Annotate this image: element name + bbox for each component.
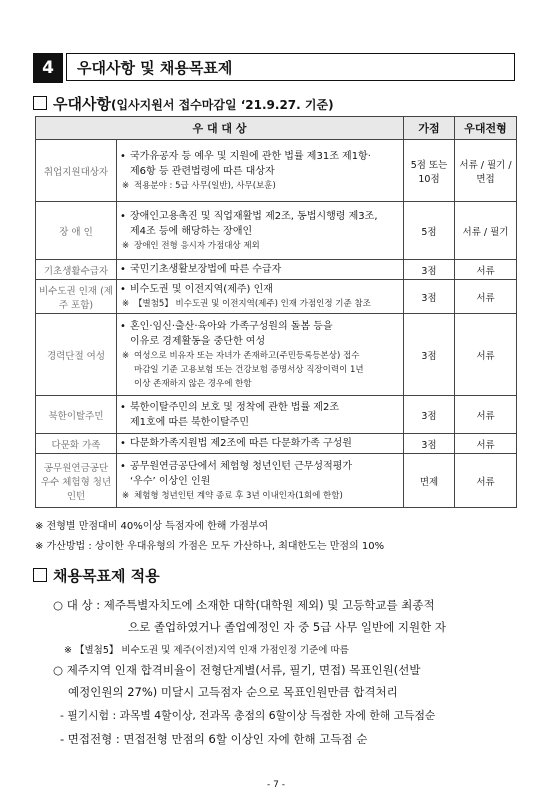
description-line	[120, 149, 400, 164]
description-line	[120, 319, 400, 334]
note-text: 이상 존재하지 않은 경우에 한함	[134, 378, 252, 389]
row-stage: 서류	[455, 260, 517, 280]
note-line	[120, 489, 400, 503]
target-item2-line1: ○ 제주지역 인재 합격비율이 전형단계별(서류, 필기, 면접) 목표인원(선발	[53, 663, 421, 677]
table-row	[36, 454, 517, 508]
description-text: 이유로 경제활동을 중단한 여성	[130, 335, 266, 347]
bullet-icon: •	[120, 284, 126, 295]
note-text: 【별첨5】 비수도권 및 이전지역(제주) 인재 가점인정 기준 참조	[134, 299, 371, 309]
preference-heading	[33, 93, 334, 114]
row-stage: 서류	[455, 396, 517, 434]
description-line	[120, 474, 400, 489]
note-text: 마감일 기준 고용보험 또는 건강보험 증명서상 직장이력이 1년	[134, 364, 364, 375]
note-line	[120, 349, 400, 363]
note-line	[120, 377, 400, 391]
table-row	[36, 396, 517, 434]
table-row	[36, 280, 517, 314]
reference-mark-icon: ※	[122, 299, 130, 309]
section-header	[33, 53, 517, 83]
row-stage: 서류	[455, 454, 517, 508]
description-line	[120, 224, 400, 239]
section-number: 4	[33, 53, 63, 83]
page-number: - 7 -	[267, 780, 285, 790]
bullet-icon: •	[120, 460, 126, 472]
table-row	[36, 202, 517, 260]
bullet-icon: •	[120, 210, 126, 222]
row-label: 북한이탈주민	[36, 396, 117, 434]
description-text: 공무원연금공단에서 체험형 청년인턴 근무성적평가	[130, 460, 353, 472]
target-heading-text: 채용목표제 적용	[53, 567, 160, 585]
row-description	[117, 396, 404, 434]
bullet-icon: •	[120, 320, 126, 332]
row-stage: 서류	[455, 434, 517, 454]
description-text: 혼인·임신·출산·육아와 가족구성원의 돌봄 등을	[130, 320, 333, 332]
description-text: 장애인고용촉진 및 직업재활법 제2조, 동법시행령 제3조,	[130, 210, 378, 222]
row-description	[117, 202, 404, 260]
note-line	[120, 239, 400, 253]
description-text: 제4조 등에 해당하는 장애인	[130, 225, 253, 237]
row-points: 3점	[404, 314, 455, 396]
description-text: 제6항 등 관련법령에 따른 대상자	[130, 165, 275, 177]
description-text: 비수도권 및 이전지역(제주) 인재	[130, 284, 273, 295]
row-description	[117, 260, 404, 280]
header-target: 우 대 대 상	[36, 117, 404, 140]
row-description	[117, 454, 404, 508]
row-stage: 서류	[455, 314, 517, 396]
description-text: ‘우수’ 이상인 인원	[130, 475, 211, 487]
row-label: 다문화 가족	[36, 434, 117, 454]
footnote-1: ※ 전형별 만점대비 40%이상 득점자에 한해 가점부여	[35, 521, 269, 532]
row-description	[117, 140, 404, 202]
note-line	[120, 297, 400, 311]
table-row	[36, 314, 517, 396]
section-title: 우대사항 및 채용목표제	[66, 53, 515, 81]
row-points: 3점	[404, 280, 455, 314]
reference-mark-icon: ※	[122, 350, 130, 361]
note-text: 체험형 청년인턴 계약 종료 후 3년 이내인자(1회에 한함)	[134, 490, 343, 501]
target-item2-line2: 예정인원의 27%) 미달시 고득점자 순으로 목표인원만큼 합격처리	[68, 685, 398, 699]
row-points: 면제	[404, 454, 455, 508]
note-line	[120, 179, 400, 193]
target-item1-note: ※ 【별첨5】 비수도권 및 제주(이전)지역 인재 가점인정 기준에 따름	[64, 645, 349, 656]
preference-table	[35, 116, 517, 508]
target-item1-line2: 으로 졸업하였거나 졸업예정인 자 중 5급 사무 일반에 지원한 자	[128, 620, 446, 634]
row-label: 장 애 인	[36, 202, 117, 260]
footnote-2: ※ 가산방법 : 상이한 우대유형의 가점은 모두 가산하나, 최대한도는 만점의 10%	[35, 541, 385, 552]
row-points: 3점	[404, 396, 455, 434]
description-line	[120, 459, 400, 474]
header-stage: 우대전형	[455, 117, 517, 140]
preference-heading-paren: (입사지원서 접수마감일 ‘21.9.27. 기준)	[110, 98, 334, 112]
bullet-icon: •	[120, 264, 126, 275]
note-text: 여성으로 비유자 또는 자녀가 존재하고(주민등록등본상) 접수	[134, 350, 360, 361]
description-line	[120, 164, 400, 179]
description-line	[120, 262, 400, 277]
bullet-icon: •	[120, 401, 126, 413]
description-text: 다문화가족지원법 제2조에 따른 다문화가족 구성원	[130, 438, 352, 449]
preference-heading-text: 우대사항	[53, 95, 111, 113]
table-row	[36, 140, 517, 202]
row-label: 공무원연금공단 우수 체험형 청년인턴	[36, 454, 117, 508]
row-stage: 서류	[455, 280, 517, 314]
bullet-icon: •	[120, 438, 126, 449]
square-bullet-icon	[33, 568, 47, 582]
description-line	[120, 415, 400, 430]
row-label: 비수도권 인재 (제주 포함)	[36, 280, 117, 314]
bullet-icon: •	[120, 150, 126, 162]
row-label: 취업지원대상자	[36, 140, 117, 202]
table-row	[36, 260, 517, 280]
note-text: 장애인 전형 응시자 가점대상 제외	[134, 240, 260, 251]
row-points: 5점	[404, 202, 455, 260]
row-label: 기초생활수급자	[36, 260, 117, 280]
target-dash-1: - 필기시험 : 과목별 4할이상, 전과목 총점의 6할이상 득점한 자에 한해 고득점순	[60, 709, 436, 722]
description-text: 제1호에 따른 북한이탈주민	[130, 416, 249, 428]
reference-mark-icon: ※	[122, 240, 130, 251]
description-line	[120, 334, 400, 349]
description-line	[120, 400, 400, 415]
row-label: 경력단절 여성	[36, 314, 117, 396]
description-text: 국가유공자 등 예우 및 지원에 관한 법률 제31조 제1항·	[130, 150, 371, 162]
row-stage: 서류 / 필기	[455, 202, 517, 260]
target-dash-2: - 면접전형 : 면접전형 만점의 6할 이상인 자에 한해 고득점 순	[60, 732, 368, 746]
row-description	[117, 314, 404, 396]
description-line	[120, 209, 400, 224]
row-points: 3점	[404, 260, 455, 280]
description-text: 국민기초생활보장법에 따른 수급자	[130, 264, 282, 275]
description-line	[120, 282, 400, 297]
note-line	[120, 363, 400, 377]
row-description	[117, 280, 404, 314]
table-row	[36, 434, 517, 454]
header-points: 가점	[404, 117, 455, 140]
row-points: 3점	[404, 434, 455, 454]
target-item1-line1: ○ 대 상 : 제주특별자치도에 소재한 대학(대학원 제외) 및 고등학교를 최종적	[53, 598, 435, 612]
row-description	[117, 434, 404, 454]
row-points: 5점 또는 10점	[404, 140, 455, 202]
note-text: 적용분야 : 5급 사무(일반), 사무(보훈)	[134, 180, 276, 191]
target-heading	[33, 565, 160, 586]
row-stage: 서류 / 필기 / 면접	[455, 140, 517, 202]
square-bullet-icon	[33, 96, 47, 110]
description-line	[120, 436, 400, 451]
reference-mark-icon: ※	[122, 490, 130, 501]
reference-mark-icon: ※	[122, 180, 130, 191]
description-text: 북한이탈주민의 보호 및 정착에 관한 법률 제2조	[130, 401, 339, 413]
